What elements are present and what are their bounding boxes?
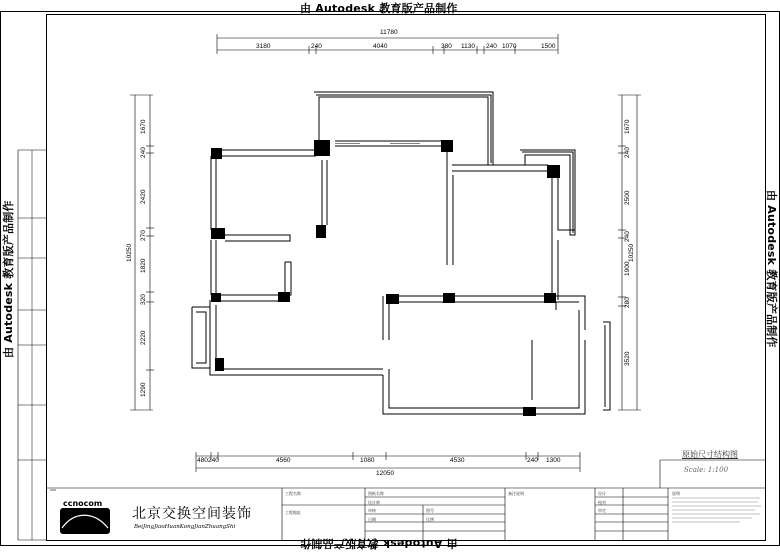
tb-cell-3: 设计师 [368,500,380,505]
dim-left-seg-1: 240 [140,147,147,158]
dim-bottom-seg-3: 1080 [360,457,375,464]
dim-top-seg-3: 380 [441,43,452,50]
dim-left-seg-6: 2220 [140,330,147,345]
company-name: 北京交换空间装饰 [132,506,252,522]
tb-cell-8: 备注说明 [508,491,524,496]
dim-top-seg-7: 1500 [541,43,556,50]
tb-cell-1: 工程地址 [285,510,301,515]
dim-right-seg-1: 240 [624,147,631,158]
dim-top-total: 11780 [380,29,398,36]
dim-bottom-seg-2: 4560 [276,457,291,464]
dim-left-seg-7: 1290 [140,382,147,397]
tb-cell-6: 图号 [426,508,434,513]
tb-cell-10: 校对 [598,500,606,505]
walls [192,92,610,414]
tb-cell-2: 图纸名称 [368,491,384,496]
watermark-bottom: 由 Autodesk 教育版产品制作 [300,537,458,550]
dim-right-seg-2: 2500 [624,190,631,205]
dim-right-seg-0: 1670 [624,119,631,134]
dimension-lines [130,34,641,472]
tb-cell-7: 比例 [426,517,434,522]
dim-top-seg-2: 4040 [373,43,388,50]
company-logo [50,490,110,534]
company-pinyin: BeiJingJiaoHuanKongJianZhuangShi [134,524,236,530]
dim-bottom-seg-1: 240 [208,457,219,464]
watermark-right: 由 Autodesk 教育版产品制作 [765,190,778,348]
drawing-title: 原始尺寸结构图 [682,450,738,459]
tb-cell-5: 日期 [368,517,376,522]
logo-text: ccnocom [63,499,103,508]
dim-top-seg-1: 240 [311,43,322,50]
dim-top-seg-4: 1130 [461,43,475,50]
tb-cell-9: 设计 [598,491,606,496]
left-strip-rows [18,150,46,540]
dim-right-total: 10250 [628,243,635,262]
frame-inner [47,15,766,541]
dim-top-seg-0: 3180 [256,43,271,50]
tb-cell-12: 说明 [672,491,680,496]
dim-right-seg-4: 1900 [624,261,631,276]
dim-left-seg-3: 270 [140,230,147,241]
tb-cell-0: 工程名称 [285,491,301,496]
tb-cell-4: 审核 [368,508,376,513]
door-swings [216,144,420,303]
watermark-top: 由 Autodesk 教育版产品制作 [300,2,458,15]
dim-left-total: 10250 [126,243,133,262]
dim-bottom-total: 12050 [376,470,395,477]
dim-bottom-seg-6: 1300 [546,457,561,464]
watermark-left: 由 Autodesk 教育版产品制作 [2,200,15,358]
tb-cell-11: 审定 [598,508,606,513]
dim-left-seg-5: 320 [140,294,147,305]
dim-right-seg-6: 3520 [624,351,631,366]
dim-top-seg-5: 240 [486,43,497,50]
notes-scribble [672,498,761,522]
dim-bottom-seg-4: 4530 [450,457,465,464]
dim-right-seg-3: 240 [624,231,631,242]
dim-left-seg-0: 1670 [140,119,147,134]
drawing-scale: Scale: 1:100 [684,466,729,474]
dim-bottom-seg-0: 480 [197,457,208,464]
dim-top-seg-6: 1070 [502,43,517,50]
dim-bottom-seg-5: 240 [527,457,538,464]
dim-right-seg-5: 280 [624,297,631,308]
dim-left-seg-4: 1820 [140,258,147,273]
dim-left-seg-2: 2420 [140,189,147,204]
